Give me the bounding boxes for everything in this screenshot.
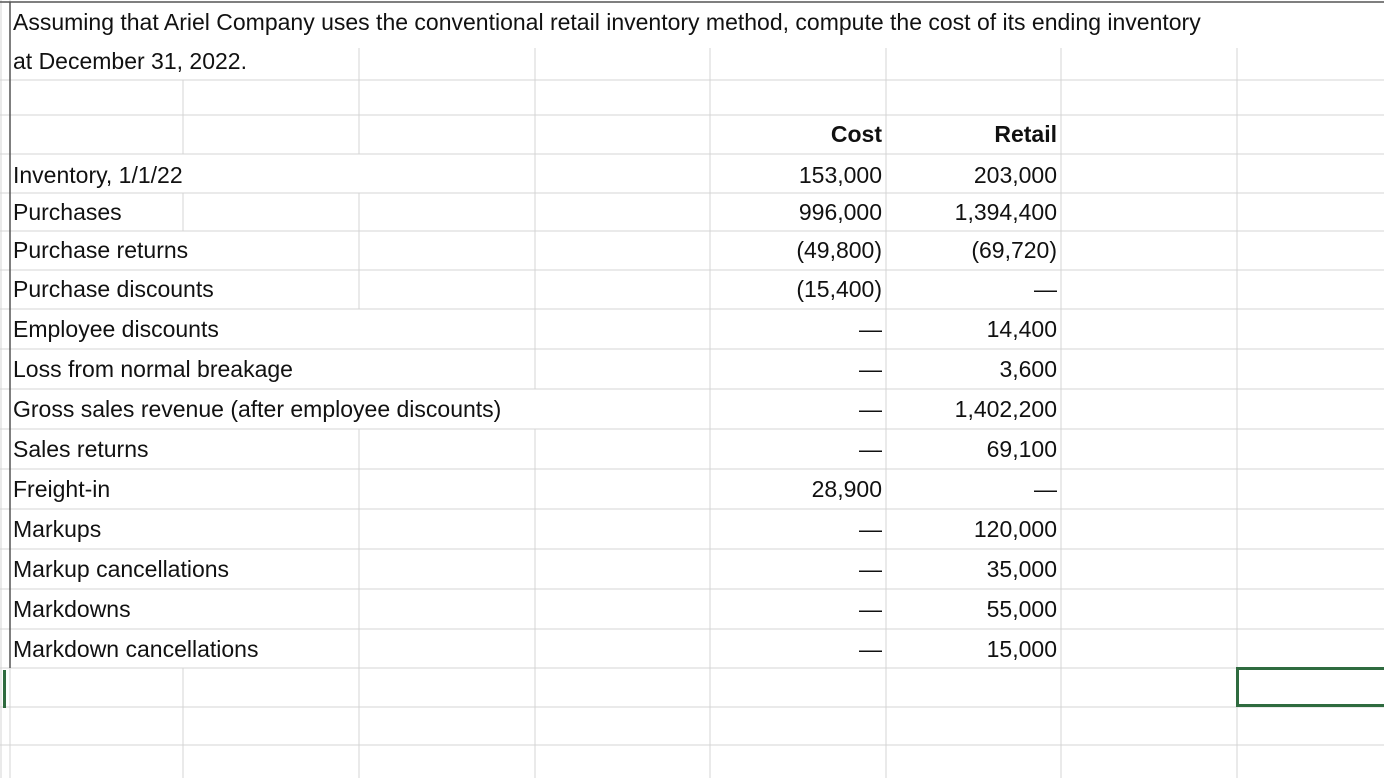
row-retail: 35,000	[986, 556, 1057, 582]
row-retail: 3,600	[999, 356, 1057, 382]
question-text-line2: at December 31, 2022.	[13, 48, 247, 74]
row-cost: (15,400)	[796, 276, 882, 302]
row-cost: —	[859, 636, 882, 662]
retail-column-header: Retail	[994, 121, 1057, 147]
row-cost: —	[859, 556, 882, 582]
row-cost: 28,900	[811, 476, 882, 502]
row-label: Freight-in	[13, 476, 111, 502]
row-label: Purchases	[13, 199, 122, 225]
selected-cell[interactable]	[1236, 667, 1384, 707]
row-cost: (49,800)	[796, 237, 882, 263]
row-selection-marker	[3, 670, 6, 708]
row-label: Employee discounts	[13, 316, 219, 342]
row-label: Loss from normal breakage	[13, 356, 293, 382]
cost-column-header: Cost	[830, 121, 882, 147]
row-retail: 55,000	[986, 596, 1057, 622]
row-cost: —	[859, 436, 882, 462]
row-cost: 153,000	[798, 162, 882, 188]
row-cost: —	[859, 516, 882, 542]
row-label: Inventory, 1/1/22	[13, 162, 183, 188]
row-cost: —	[859, 356, 882, 382]
row-cost: —	[859, 316, 882, 342]
row-retail: —	[1034, 476, 1057, 502]
row-label: Purchase returns	[13, 237, 189, 263]
row-retail: 69,100	[986, 436, 1057, 462]
row-retail: 120,000	[973, 516, 1057, 542]
row-cost: 996,000	[798, 199, 882, 225]
row-cost: —	[859, 596, 882, 622]
row-label: Purchase discounts	[13, 276, 214, 302]
row-retail: 1,394,400	[954, 199, 1057, 225]
row-cost: —	[859, 396, 882, 422]
row-retail: —	[1034, 276, 1057, 302]
row-retail: 15,000	[986, 636, 1057, 662]
row-label: Markdown cancellations	[13, 636, 259, 662]
row-label: Markdowns	[13, 596, 131, 622]
row-retail: 1,402,200	[954, 396, 1057, 422]
row-retail: 14,400	[986, 316, 1057, 342]
row-label: Markup cancellations	[13, 556, 230, 582]
question-text-line1: Assuming that Ariel Company uses the conventional retail inventory method, compute the cost of its ending inventory	[13, 9, 1201, 35]
row-label: Markups	[13, 516, 102, 542]
row-label: Gross sales revenue (after employee discounts)	[13, 396, 502, 422]
row-label: Sales returns	[13, 436, 149, 462]
row-retail: (69,720)	[971, 237, 1057, 263]
row-retail: 203,000	[973, 162, 1057, 188]
